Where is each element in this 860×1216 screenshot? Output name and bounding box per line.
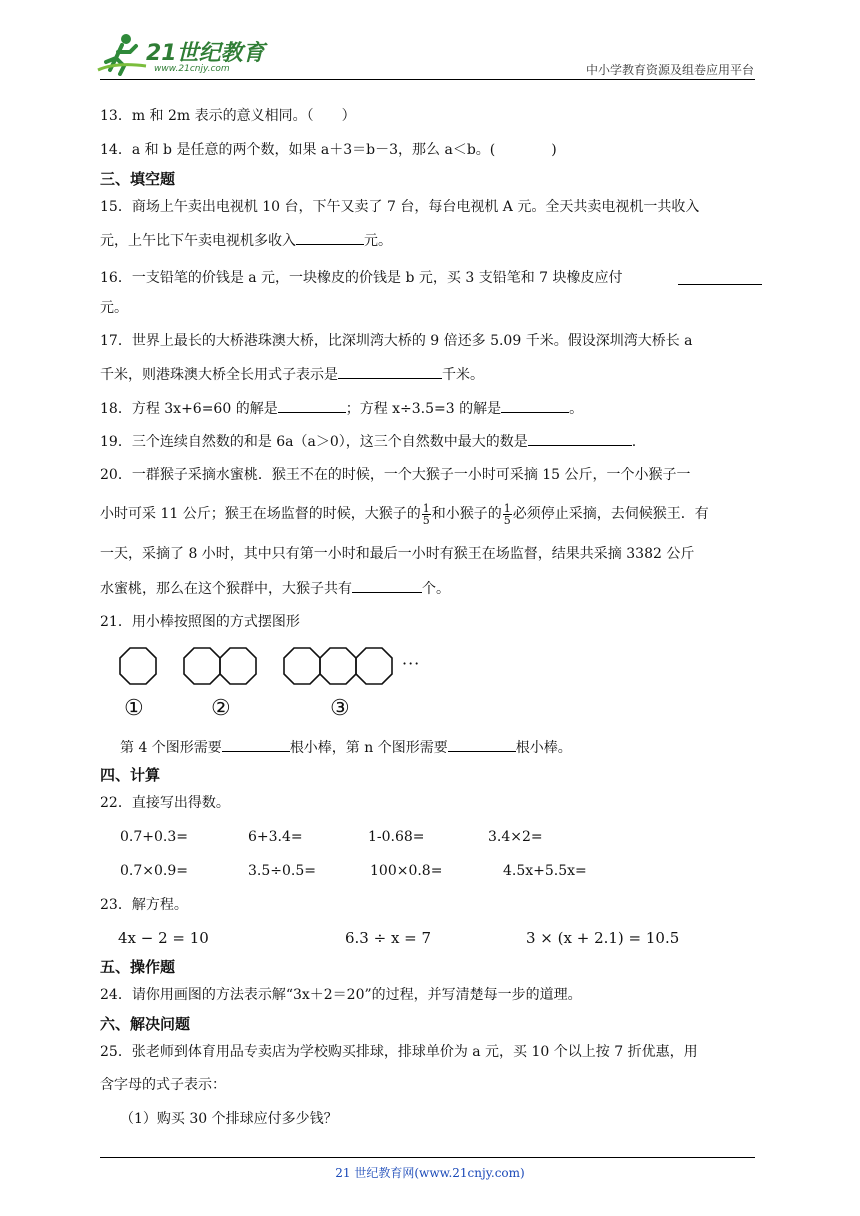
fraction-one-fifth bbox=[503, 503, 512, 526]
octagon-shape bbox=[320, 648, 356, 684]
answer-blank[interactable] bbox=[528, 431, 632, 446]
answer-blank[interactable] bbox=[278, 398, 346, 413]
section-heading-fill: 三、填空题 bbox=[100, 170, 176, 188]
question-25-sub1: （1）购买 30 个排球应付多少钱？ bbox=[120, 1111, 338, 1127]
section-heading-calc: 四、计算 bbox=[100, 766, 161, 784]
q21-text-a: 第 4 个图形需要 bbox=[120, 740, 222, 756]
calc-item: 6+3.4= bbox=[248, 829, 303, 845]
calc-item: 4.5x+5.5x= bbox=[503, 863, 587, 879]
question-21-line1: 21．用小棒按照图的方式摆图形 bbox=[100, 614, 300, 630]
calc-item: 1-0.68= bbox=[368, 829, 425, 845]
fraction-denominator: 5 bbox=[503, 513, 511, 527]
answer-blank[interactable] bbox=[296, 230, 364, 245]
runner-logo-icon bbox=[96, 32, 152, 76]
question-15-line1: 15．商场上午卖出电视机 10 台，下午又卖了 7 台，每台电视机 A 元。全天共卖电视机一共收入 bbox=[100, 199, 700, 215]
figure-label-2: ② bbox=[211, 696, 231, 721]
fraction-one-fifth bbox=[422, 503, 431, 526]
footer-rule bbox=[100, 1157, 755, 1158]
q20-text-b: 和小猴子的 bbox=[431, 506, 502, 522]
q21-text-c: 根小棒。 bbox=[515, 740, 572, 756]
equation-1: 4x − 2 = 10 bbox=[118, 929, 209, 947]
calc-item: 3.5÷0.5= bbox=[248, 863, 316, 879]
question-17-line2 bbox=[100, 364, 484, 385]
octagon-shape bbox=[284, 648, 320, 684]
q20-text-d: 水蜜桃，那么在这个猴群中，大猴子共有 bbox=[100, 581, 352, 597]
octagon-shape bbox=[120, 648, 156, 684]
answer-blank[interactable] bbox=[501, 398, 569, 413]
question-19 bbox=[100, 431, 636, 452]
question-25-line1: 25．张老师到体育用品专卖店为学校购买排球，排球单价为 a 元，买 10 个以上按 7 折优惠，用 bbox=[100, 1044, 698, 1060]
calc-item: 3.4×2= bbox=[488, 829, 543, 845]
q18-text-a: 18．方程 3x+6=60 的解是 bbox=[100, 401, 278, 417]
q16-text: 16．一支铅笔的价钱是 a 元，一块橡皮的价钱是 b 元，买 3 支铅笔和 7 块橡皮应付 bbox=[100, 270, 623, 286]
octagon-shape bbox=[220, 648, 256, 684]
fraction-numerator: 1 bbox=[503, 501, 511, 515]
question-15-line2 bbox=[100, 230, 392, 251]
question-16-line1 bbox=[100, 268, 623, 288]
calc-item: 0.7×0.9= bbox=[120, 863, 188, 879]
fraction-numerator: 1 bbox=[422, 501, 430, 515]
question-20-line4 bbox=[100, 578, 450, 599]
q18-text-b: ；方程 x÷3.5=3 的解是 bbox=[345, 401, 502, 417]
octagon-shape bbox=[184, 648, 220, 684]
figure-label-1: ① bbox=[124, 696, 144, 721]
octagon-stick-figures bbox=[112, 642, 432, 702]
equation-2: 6.3 ÷ x = 7 bbox=[345, 929, 432, 947]
question-20-line3: 一天，采摘了 8 小时，其中只有第一小时和最后一小时有猴王在场监督，结果共采摘 3382 公斤 bbox=[100, 546, 695, 562]
figure-label-3: ③ bbox=[330, 696, 350, 721]
section-heading-problems: 六、解决问题 bbox=[100, 1015, 191, 1033]
question-13: 13．m 和 2m 表示的意义相同。（ ） bbox=[100, 108, 356, 124]
q17-text-a: 千米，则港珠澳大桥全长用式子表示是 bbox=[100, 367, 338, 383]
answer-blank[interactable] bbox=[222, 737, 290, 752]
q15-text-b: 元。 bbox=[364, 233, 392, 249]
header-logo bbox=[96, 32, 266, 78]
question-20-line2 bbox=[100, 501, 709, 527]
q20-text-a: 小时可采 11 公斤；猴王在场监督的时候，大猴子的 bbox=[100, 506, 421, 522]
logo-url-text: www.21cnjy.com bbox=[154, 64, 230, 74]
q19-text-a: 19．三个连续自然数的和是 6a（a＞0），这三个自然数中最大的数是 bbox=[100, 434, 528, 450]
question-22-title: 22．直接写出得数。 bbox=[100, 795, 230, 811]
q19-text-b: . bbox=[631, 434, 637, 450]
q21-text-b: 根小棒，第 n 个图形需要 bbox=[289, 740, 448, 756]
figure-ellipsis: ··· bbox=[402, 654, 421, 673]
question-20-line1: 20．一群猴子采摘水蜜桃．猴王不在的时候，一个大猴子一小时可采摘 15 公斤，一个小猴子一 bbox=[100, 467, 691, 483]
equation-3: 3 × (x + 2.1) = 10.5 bbox=[526, 929, 680, 947]
question-24: 24．请你用画图的方法表示解“3x＋2＝20”的过程，并写清楚每一步的道理。 bbox=[100, 987, 582, 1003]
question-14: 14．a 和 b 是任意的两个数，如果 a＋3＝b－3，那么 a＜b。( ) bbox=[100, 142, 557, 158]
fraction-denominator: 5 bbox=[422, 513, 430, 527]
question-21-line2 bbox=[120, 737, 572, 758]
answer-blank[interactable] bbox=[678, 284, 762, 285]
answer-blank[interactable] bbox=[338, 364, 442, 379]
q17-text-b: 千米。 bbox=[442, 367, 484, 383]
q15-text-a: 元，上午比下午卖电视机多收入 bbox=[100, 233, 296, 249]
section-heading-operation: 五、操作题 bbox=[100, 958, 176, 976]
octagon-shape bbox=[356, 648, 392, 684]
question-25-line2: 含字母的式子表示： bbox=[100, 1077, 226, 1093]
q20-text-c: 必须停止采摘，去伺候猴王．有 bbox=[512, 506, 709, 522]
calc-item: 0.7+0.3= bbox=[120, 829, 188, 845]
header-right-text: 中小学教育资源及组卷应用平台 bbox=[585, 63, 754, 77]
logo-main-text: 21世纪教育 bbox=[146, 41, 265, 66]
answer-blank[interactable] bbox=[352, 578, 422, 593]
header-rule bbox=[100, 79, 755, 80]
question-18 bbox=[100, 398, 583, 419]
question-23-title: 23．解方程。 bbox=[100, 897, 188, 913]
answer-blank[interactable] bbox=[448, 737, 516, 752]
question-16-line2: 元。 bbox=[100, 300, 128, 316]
footer-text: 21 世纪教育网(www.21cnjy.com) bbox=[335, 1166, 525, 1180]
q18-text-c: 。 bbox=[569, 401, 584, 417]
question-17-line1: 17．世界上最长的大桥港珠澳大桥，比深圳湾大桥的 9 倍还多 5.09 千米。假设深圳湾大桥长 a bbox=[100, 333, 693, 349]
q20-text-e: 个。 bbox=[422, 581, 450, 597]
calc-item: 100×0.8= bbox=[370, 863, 443, 879]
